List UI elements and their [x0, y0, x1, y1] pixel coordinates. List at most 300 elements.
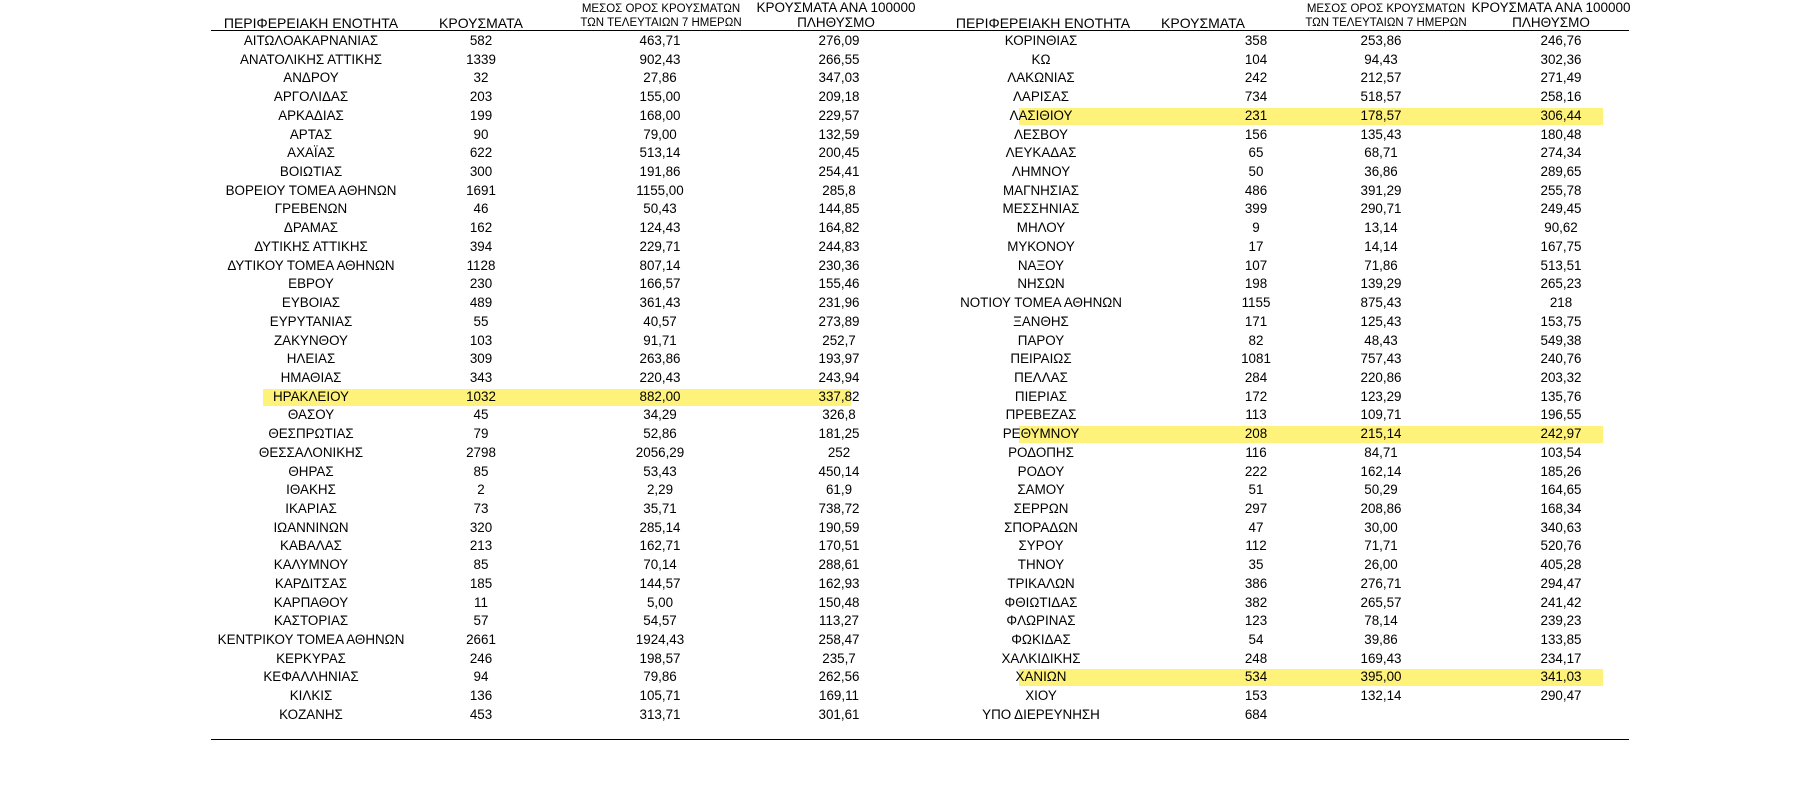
- table-row: [911, 650, 1629, 669]
- cell-per100k: 218: [1549, 295, 1573, 311]
- cell-region: ΒΟΙΩΤΙΑΣ: [279, 164, 343, 180]
- cell-region: ΚΑΣΤΟΡΙΑΣ: [273, 613, 349, 629]
- header-cases-left: [431, 0, 531, 31]
- cell-cases: 1032: [466, 388, 496, 404]
- cell-region: ΡΟΔΟΠΗΣ: [1008, 444, 1074, 460]
- cell-avg7: 109,71: [1360, 407, 1402, 423]
- cell-per100k: 229,57: [818, 107, 860, 123]
- cell-per100k: 240,76: [1540, 351, 1582, 367]
- cell-region: ΕΥΡΥΤΑΝΙΑΣ: [269, 313, 353, 329]
- header-avg7-right-line2: ΤΩΝ ΤΕΛΕΥΤΑΙΩΝ 7 ΗΜΕΡΩΝ: [1305, 16, 1467, 29]
- cell-region: ΛΕΣΒΟΥ: [1013, 126, 1069, 142]
- cell-per100k: 133,85: [1540, 632, 1582, 647]
- cell-avg7: 48,43: [1364, 332, 1398, 348]
- table-row: [211, 88, 911, 107]
- cell-avg7: 276,71: [1360, 575, 1402, 591]
- highlight-band: [1019, 426, 1603, 443]
- cell-per100k: 285,8: [822, 182, 856, 198]
- header-per100k-right-line1: ΚΡΟΥΣΜΑΤΑ ΑΝΑ 100000: [1471, 0, 1631, 15]
- cell-cases: 17: [1248, 238, 1264, 254]
- cell-cases: 309: [469, 351, 493, 367]
- cell-per100k: 246,76: [1540, 33, 1582, 48]
- cell-cases: 534: [1244, 669, 1268, 685]
- cell-region: ΑΡΓΟΛΙΔΑΣ: [273, 89, 349, 105]
- cell-per100k: 243,94: [818, 369, 860, 385]
- table-row: [911, 350, 1629, 369]
- cell-cases: 203: [469, 89, 493, 105]
- cell-region: ΑΝΑΤΟΛΙΚΗΣ ΑΤΤΙΚΗΣ: [239, 51, 383, 67]
- cell-avg7: 27,86: [643, 70, 677, 86]
- cell-cases: 399: [1244, 201, 1268, 217]
- header-region-left-label: ΠΕΡΙΦΕΡΕΙΑΚΗ ΕΝΟΤΗΤΑ: [223, 15, 399, 31]
- cell-per100k: 193,97: [818, 351, 860, 367]
- table-row: [911, 51, 1629, 70]
- cell-per100k: 170,51: [818, 538, 860, 554]
- cell-per100k: 244,83: [818, 238, 860, 254]
- cell-region: ΣΕΡΡΩΝ: [1013, 500, 1069, 516]
- cell-region: ΚΑΛΥΜΝΟΥ: [273, 557, 349, 573]
- cell-avg7: 518,57: [1360, 89, 1402, 105]
- cell-per100k: 273,89: [818, 313, 860, 329]
- cell-cases: 46: [473, 201, 489, 217]
- cell-per100k: 231,96: [818, 295, 860, 311]
- cell-avg7: 79,86: [643, 669, 677, 685]
- cell-avg7: 253,86: [1360, 33, 1402, 48]
- cell-avg7: 313,71: [639, 706, 681, 722]
- cell-per100k: 258,47: [818, 632, 860, 647]
- table-row: [211, 481, 911, 500]
- cell-avg7: 902,43: [639, 51, 681, 67]
- cell-per100k: 306,44: [1540, 107, 1582, 123]
- cell-cases: 32: [473, 70, 489, 86]
- cell-region: ΘΕΣΣΑΛΟΝΙΚΗΣ: [258, 444, 364, 460]
- cell-cases: 198: [1244, 276, 1268, 292]
- cell-cases: 208: [1244, 426, 1268, 442]
- table-row: [211, 51, 911, 70]
- cell-cases: 1128: [466, 257, 496, 273]
- cell-region: ΧΙΟΥ: [1025, 688, 1057, 704]
- cell-region: ΓΡΕΒΕΝΩΝ: [274, 201, 348, 217]
- cell-region: ΔΥΤΙΚΟΥ ΤΟΜΕΑ ΑΘΗΝΩΝ: [227, 257, 395, 273]
- table-row: [911, 612, 1629, 631]
- cell-region: ΗΡΑΚΛΕΙΟΥ: [273, 388, 349, 404]
- cell-region: ΥΠΟ ΔΙΕΡΕΥΝΗΣΗ: [982, 706, 1100, 722]
- cell-avg7: 361,43: [639, 295, 681, 311]
- cell-region: ΠΙΕΡΙΑΣ: [1014, 388, 1068, 404]
- cell-avg7: 13,14: [1364, 220, 1398, 236]
- cell-cases: 297: [1244, 500, 1268, 516]
- cell-per100k: 153,75: [1540, 313, 1582, 329]
- table-row: [211, 332, 911, 351]
- table-row: [211, 275, 911, 294]
- table-row: [911, 275, 1629, 294]
- cell-per100k: 180,48: [1540, 126, 1582, 142]
- cell-cases: 185: [469, 575, 493, 591]
- cell-avg7: 68,71: [1364, 145, 1398, 161]
- cell-avg7: 144,57: [639, 575, 681, 591]
- cell-cases: 386: [1244, 575, 1268, 591]
- cell-avg7: 50,43: [643, 201, 677, 217]
- table-row: [911, 238, 1629, 257]
- cell-avg7: 26,00: [1364, 557, 1398, 573]
- header-region-right-label: ΠΕΡΙΦΕΡΕΙΑΚΗ ΕΝΟΤΗΤΑ: [955, 15, 1131, 31]
- table-row: [211, 687, 911, 706]
- table-row: [911, 200, 1629, 219]
- cell-per100k: 90,62: [1544, 220, 1578, 236]
- cell-per100k: 196,55: [1540, 407, 1582, 423]
- header-avg7-right-line1: ΜΕΣΟΣ ΟΡΟΣ ΚΡΟΥΣΜΑΤΩΝ: [1306, 3, 1466, 15]
- header-cases-right: [1153, 0, 1253, 31]
- table-row: [211, 406, 911, 425]
- cell-region: ΚΙΛΚΙΣ: [289, 688, 333, 704]
- cell-avg7: 36,86: [1364, 164, 1398, 180]
- table-row: [911, 313, 1629, 332]
- cell-cases: 246: [469, 650, 493, 666]
- cell-cases: 382: [1244, 594, 1268, 610]
- cell-cases: 79: [473, 426, 489, 442]
- table-row: [911, 537, 1629, 556]
- cell-per100k: 289,65: [1540, 164, 1582, 180]
- cell-per100k: 271,49: [1540, 70, 1582, 86]
- cell-cases: 213: [469, 538, 493, 554]
- cell-per100k: 341,03: [1540, 669, 1582, 685]
- cell-region: ΚΟΖΑΝΗΣ: [279, 706, 343, 722]
- table-row: [211, 425, 911, 444]
- table-row: [211, 500, 911, 519]
- cell-cases: 320: [469, 519, 493, 535]
- table-row: [211, 200, 911, 219]
- header-per100k-left-line2: ΠΛΗΘΥΣΜΟ: [797, 14, 875, 30]
- cell-cases: 90: [473, 126, 489, 142]
- table-row: [911, 126, 1629, 145]
- header-avg7-left-line1: ΜΕΣΟΣ ΟΡΟΣ ΚΡΟΥΣΜΑΤΩΝ: [581, 3, 741, 15]
- cell-avg7: 123,29: [1360, 388, 1402, 404]
- cell-avg7: 84,71: [1364, 444, 1398, 460]
- cell-region: ΙΚΑΡΙΑΣ: [285, 500, 337, 516]
- cell-region: ΛΕΥΚΑΔΑΣ: [1005, 145, 1077, 161]
- table-row: [211, 519, 911, 538]
- cell-region: ΑΧΑΪΑΣ: [287, 145, 335, 161]
- cell-region: ΠΑΡΟΥ: [1017, 332, 1065, 348]
- table-row: [911, 668, 1629, 687]
- cell-per100k: 203,32: [1540, 369, 1582, 385]
- cell-per100k: 450,14: [818, 463, 860, 479]
- cell-cases: 35: [1248, 557, 1264, 573]
- cell-avg7: 79,00: [643, 126, 677, 142]
- cell-avg7: 35,71: [643, 500, 677, 516]
- table-row: [211, 631, 911, 650]
- cell-avg7: 229,71: [639, 238, 681, 254]
- cell-avg7: 513,14: [639, 145, 681, 161]
- cell-avg7: 2,29: [646, 482, 674, 498]
- cell-region: ΤΗΝΟΥ: [1017, 557, 1065, 573]
- cell-per100k: 252,7: [822, 332, 856, 348]
- cell-per100k: 239,23: [1540, 613, 1582, 629]
- cell-avg7: 391,29: [1360, 182, 1402, 198]
- cell-cases: 54: [1248, 632, 1264, 647]
- cell-avg7: 125,43: [1360, 313, 1402, 329]
- cell-region: ΔΥΤΙΚΗΣ ΑΤΤΙΚΗΣ: [254, 238, 368, 254]
- table-row: [911, 144, 1629, 163]
- cell-per100k: 150,48: [818, 594, 860, 610]
- left-table-body: [211, 32, 911, 725]
- cell-cases: 112: [1245, 538, 1267, 554]
- cell-region: ΑΡΚΑΔΙΑΣ: [278, 107, 344, 123]
- cell-per100k: 169,11: [819, 688, 859, 704]
- cell-per100k: 254,41: [818, 164, 860, 180]
- highlight-band: [1019, 108, 1603, 125]
- cell-per100k: 549,38: [1540, 332, 1582, 348]
- cell-per100k: 738,72: [818, 500, 860, 516]
- cell-per100k: 144,85: [818, 201, 860, 217]
- table-row: [911, 332, 1629, 351]
- table-row: [211, 238, 911, 257]
- header-cases-left-label: ΚΡΟΥΣΜΑΤΑ: [439, 15, 523, 31]
- cell-cases: 242: [1244, 70, 1268, 86]
- cell-cases: 486: [1244, 182, 1268, 198]
- cell-cases: 2661: [466, 632, 496, 647]
- cell-per100k: 132,59: [818, 126, 860, 142]
- cell-cases: 82: [1248, 332, 1264, 348]
- cell-avg7: 162,14: [1360, 463, 1402, 479]
- cell-cases: 171: [1244, 313, 1268, 329]
- cell-region: ΠΕΛΛΑΣ: [1014, 369, 1068, 385]
- table-row: [911, 388, 1629, 407]
- cell-avg7: 395,00: [1360, 669, 1402, 685]
- cell-cases: 734: [1244, 89, 1268, 105]
- cell-avg7: 285,14: [639, 519, 681, 535]
- table-row: [211, 32, 911, 51]
- table-row: [211, 69, 911, 88]
- cell-avg7: 94,43: [1364, 51, 1398, 67]
- header-per100k-right-line2: ΠΛΗΘΥΣΜΟ: [1512, 14, 1590, 30]
- cell-avg7: 220,86: [1360, 369, 1402, 385]
- cell-per100k: 181,25: [818, 426, 860, 442]
- table-row: [911, 69, 1629, 88]
- cell-per100k: 288,61: [818, 557, 860, 573]
- cell-cases: 85: [473, 463, 489, 479]
- cell-cases: 9: [1252, 220, 1260, 236]
- cell-per100k: 266,55: [818, 51, 860, 67]
- cell-per100k: 265,23: [1540, 276, 1582, 292]
- cell-region: ΜΗΛΟΥ: [1016, 220, 1066, 236]
- cell-avg7: 220,43: [639, 369, 681, 385]
- table-row: [211, 463, 911, 482]
- cell-per100k: 162,93: [818, 575, 860, 591]
- table-row: [911, 575, 1629, 594]
- table-row: [211, 556, 911, 575]
- table-row: [211, 444, 911, 463]
- header-per100k-right: [1461, 0, 1641, 31]
- cell-per100k: 209,18: [818, 89, 860, 105]
- cell-avg7: 50,29: [1364, 482, 1398, 498]
- cell-avg7: 169,43: [1360, 650, 1402, 666]
- cell-cases: 1155: [1241, 295, 1271, 311]
- cell-avg7: 168,00: [639, 107, 681, 123]
- cell-cases: 172: [1244, 388, 1268, 404]
- cell-avg7: 132,14: [1360, 688, 1402, 704]
- cell-cases: 156: [1244, 126, 1268, 142]
- table-row: [911, 687, 1629, 706]
- cell-region: ΦΩΚΙΔΑΣ: [1011, 632, 1071, 647]
- cell-per100k: 168,34: [1540, 500, 1582, 516]
- cell-per100k: 302,36: [1540, 51, 1582, 67]
- cell-per100k: 242,97: [1540, 426, 1582, 442]
- header-region-right: [938, 0, 1148, 31]
- table-row: [211, 126, 911, 145]
- cell-per100k: 61,9: [825, 482, 853, 498]
- cell-per100k: 290,47: [1540, 688, 1582, 704]
- cell-per100k: 347,03: [818, 70, 860, 86]
- cell-cases: 222: [1244, 463, 1268, 479]
- cell-cases: 55: [473, 313, 489, 329]
- cell-cases: 116: [1245, 444, 1267, 460]
- cell-avg7: 39,86: [1364, 632, 1398, 647]
- cell-avg7: 70,14: [643, 557, 677, 573]
- cell-cases: 231: [1244, 107, 1268, 123]
- table-row: [911, 163, 1629, 182]
- cell-region: ΚΕΝΤΡΙΚΟΥ ΤΟΜΕΑ ΑΘΗΝΩΝ: [217, 632, 405, 647]
- cell-cases: 162: [469, 220, 493, 236]
- table-row: [211, 257, 911, 276]
- cell-avg7: 178,57: [1360, 107, 1402, 123]
- table-row: [911, 406, 1629, 425]
- cell-region: ΜΥΚΟΝΟΥ: [1007, 238, 1075, 254]
- cell-avg7: 5,00: [646, 594, 674, 610]
- cell-region: ΚΟΡΙΝΘΙΑΣ: [1004, 33, 1078, 48]
- cell-avg7: 875,43: [1360, 295, 1402, 311]
- cell-region: ΦΘΙΩΤΙΔΑΣ: [1004, 594, 1078, 610]
- cell-cases: 104: [1244, 51, 1268, 67]
- cell-per100k: 301,61: [818, 706, 860, 722]
- cell-cases: 103: [469, 332, 493, 348]
- cell-cases: 622: [469, 145, 493, 161]
- cell-avg7: 263,86: [639, 351, 681, 367]
- cell-cases: 489: [469, 295, 493, 311]
- cell-cases: 47: [1248, 519, 1264, 535]
- header-region-left: [211, 0, 411, 31]
- cell-per100k: 326,8: [822, 407, 856, 423]
- table-row: [911, 32, 1629, 51]
- cell-per100k: 255,78: [1540, 182, 1582, 198]
- cell-region: ΚΩ: [1031, 51, 1051, 67]
- cell-per100k: 258,16: [1540, 89, 1582, 105]
- cell-region: ΗΜΑΘΙΑΣ: [280, 369, 342, 385]
- cell-per100k: 337,82: [818, 388, 860, 404]
- table-row: [911, 500, 1629, 519]
- cell-region: ΙΘΑΚΗΣ: [286, 482, 336, 498]
- cell-cases: 582: [469, 33, 493, 48]
- table-row: [911, 294, 1629, 313]
- cell-cases: 50: [1248, 164, 1264, 180]
- table-row: [211, 388, 911, 407]
- cell-cases: 300: [469, 164, 493, 180]
- table-row: [911, 631, 1629, 650]
- table-row: [211, 594, 911, 613]
- cell-avg7: 198,57: [639, 650, 681, 666]
- cell-avg7: 14,14: [1364, 238, 1398, 254]
- cell-cases: 51: [1248, 482, 1264, 498]
- cell-avg7: 53,43: [643, 463, 677, 479]
- table-row: [911, 594, 1629, 613]
- cell-region: ΛΑΣΙΘΙΟΥ: [1009, 107, 1073, 123]
- cell-cases: 57: [473, 613, 489, 629]
- cell-region: ΗΛΕΙΑΣ: [286, 351, 336, 367]
- cell-region: ΣΠΟΡΑΔΩΝ: [1004, 519, 1078, 535]
- cell-region: ΣΥΡΟΥ: [1018, 538, 1064, 554]
- cell-cases: 453: [469, 706, 493, 722]
- header-per100k-left-line1: ΚΡΟΥΣΜΑΤΑ ΑΝΑ 100000: [756, 0, 916, 15]
- cell-region: ΚΕΡΚΥΡΑΣ: [276, 650, 346, 666]
- cell-cases: 11: [474, 594, 488, 610]
- cell-region: ΑΡΤΑΣ: [289, 126, 333, 142]
- cell-avg7: 2056,29: [635, 444, 685, 460]
- table-row: [911, 706, 1629, 725]
- cell-region: ΝΑΞΟΥ: [1017, 257, 1065, 273]
- cell-avg7: 757,43: [1360, 351, 1402, 367]
- cell-region: ΝΗΣΩΝ: [1017, 276, 1065, 292]
- cell-avg7: 882,00: [639, 388, 681, 404]
- cell-per100k: 249,45: [1540, 201, 1582, 217]
- cell-cases: 199: [469, 107, 493, 123]
- cell-region: ΣΑΜΟΥ: [1017, 482, 1065, 498]
- cell-avg7: 78,14: [1364, 613, 1398, 629]
- cell-avg7: 290,71: [1360, 201, 1402, 217]
- cell-region: ΡΕΘΥΜΝΟΥ: [1002, 426, 1080, 442]
- cell-per100k: 274,34: [1540, 145, 1582, 161]
- cell-avg7: 265,57: [1360, 594, 1402, 610]
- footer-rule: [211, 739, 1629, 740]
- cell-cases: 394: [469, 238, 493, 254]
- cell-region: ΘΕΣΠΡΩΤΙΑΣ: [268, 426, 354, 442]
- cell-per100k: 190,59: [818, 519, 860, 535]
- cell-avg7: 135,43: [1360, 126, 1402, 142]
- cell-region: ΔΡΑΜΑΣ: [283, 220, 339, 236]
- cell-per100k: 200,45: [818, 145, 860, 161]
- table-row: [911, 182, 1629, 201]
- table-row: [911, 107, 1629, 126]
- cell-cases: 113: [1245, 407, 1267, 423]
- cell-cases: 2: [477, 482, 485, 498]
- cell-region: ΠΕΙΡΑΙΩΣ: [1010, 351, 1072, 367]
- cell-region: ΠΡΕΒΕΖΑΣ: [1005, 407, 1077, 423]
- cell-per100k: 164,82: [818, 220, 860, 236]
- table-row: [211, 144, 911, 163]
- table-row: [211, 537, 911, 556]
- cell-region: ΙΩΑΝΝΙΝΩΝ: [273, 519, 349, 535]
- cell-per100k: 241,42: [1540, 594, 1582, 610]
- cell-region: ΑΙΤΩΛΟΑΚΑΡΝΑΝΙΑΣ: [243, 33, 379, 48]
- table-row: [211, 369, 911, 388]
- table-row: [211, 313, 911, 332]
- table-row: [911, 444, 1629, 463]
- table-row: [211, 706, 911, 725]
- cell-per100k: 405,28: [1540, 557, 1582, 573]
- cell-cases: 65: [1248, 145, 1264, 161]
- cell-region: ΧΑΝΙΩΝ: [1015, 669, 1067, 685]
- header-avg7-left: [571, 0, 751, 31]
- cell-cases: 284: [1244, 369, 1268, 385]
- cell-avg7: 91,71: [643, 332, 677, 348]
- cell-per100k: 230,36: [818, 257, 860, 273]
- cell-avg7: 1155,00: [636, 182, 684, 198]
- cell-cases: 343: [469, 369, 493, 385]
- table-row: [911, 425, 1629, 444]
- cell-per100k: 234,17: [1540, 650, 1582, 666]
- header-avg7-left-line2: ΤΩΝ ΤΕΛΕΥΤΑΙΩΝ 7 ΗΜΕΡΩΝ: [580, 16, 742, 29]
- table-row: [211, 575, 911, 594]
- cell-region: ΑΝΔΡΟΥ: [283, 70, 339, 86]
